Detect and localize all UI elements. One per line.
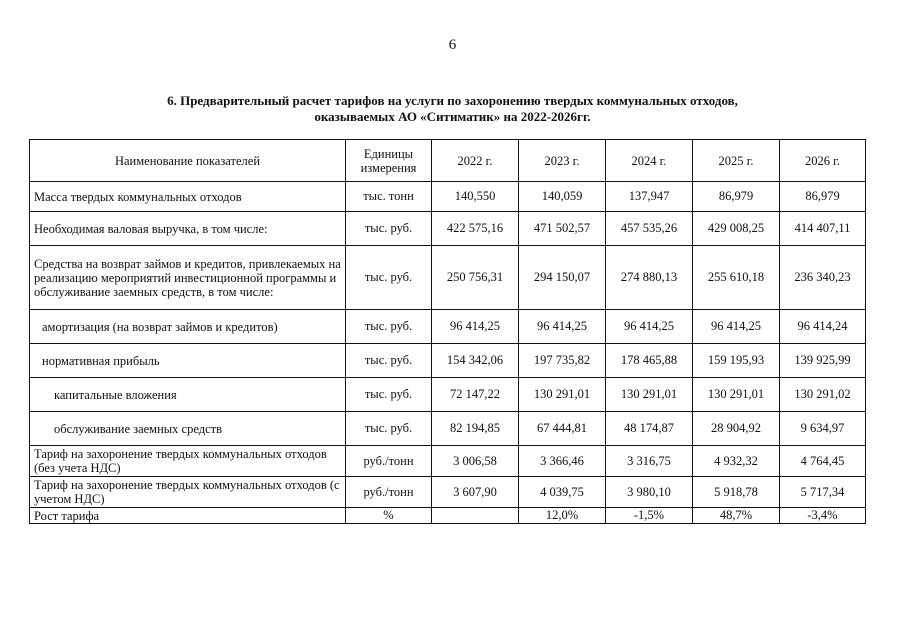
cell-2025: 86,979: [693, 182, 780, 212]
cell-2025: 159 195,93: [693, 344, 780, 378]
cell-2024: 137,947: [606, 182, 693, 212]
cell-2024: -1,5%: [606, 508, 693, 524]
table-row: [30, 344, 866, 378]
row-label: Необходимая валовая выручка, в том числе:: [30, 212, 346, 246]
cell-2024: 48 174,87: [606, 412, 693, 446]
header-year-2023: 2023 г.: [519, 140, 606, 182]
table-row: [30, 412, 866, 446]
cell-2023: 12,0%: [519, 508, 606, 524]
cell-2025: 429 008,25: [693, 212, 780, 246]
cell-2022: 3 607,90: [432, 477, 519, 508]
row-unit: руб./тонн: [346, 477, 432, 508]
cell-2026: 86,979: [780, 182, 866, 212]
header-year-2025: 2025 г.: [693, 140, 780, 182]
cell-2023: 4 039,75: [519, 477, 606, 508]
header-year-2022: 2022 г.: [432, 140, 519, 182]
cell-2025: 5 918,78: [693, 477, 780, 508]
cell-2023: 197 735,82: [519, 344, 606, 378]
header-unit: Единицы измерения: [346, 140, 432, 182]
cell-2023: 471 502,57: [519, 212, 606, 246]
cell-2024: 3 980,10: [606, 477, 693, 508]
table-row: [30, 378, 866, 412]
table-row: [30, 310, 866, 344]
row-unit: тыс. руб.: [346, 246, 432, 310]
cell-2024: 274 880,13: [606, 246, 693, 310]
header-year-2026: 2026 г.: [780, 140, 866, 182]
cell-2025: 4 932,32: [693, 446, 780, 477]
cell-2026: 130 291,02: [780, 378, 866, 412]
cell-2025: 96 414,25: [693, 310, 780, 344]
cell-2026: 96 414,24: [780, 310, 866, 344]
row-unit: тыс. тонн: [346, 182, 432, 212]
cell-2025: 28 904,92: [693, 412, 780, 446]
table-row: [30, 477, 866, 508]
cell-2023: 3 366,46: [519, 446, 606, 477]
row-unit: тыс. руб.: [346, 378, 432, 412]
table-row: [30, 212, 866, 246]
row-label: амортизация (на возврат займов и кредитов): [30, 310, 346, 344]
cell-2022: 154 342,06: [432, 344, 519, 378]
table-row: [30, 182, 866, 212]
cell-2026: 414 407,11: [780, 212, 866, 246]
cell-2026: 4 764,45: [780, 446, 866, 477]
row-unit: руб./тонн: [346, 446, 432, 477]
table-row: [30, 246, 866, 310]
row-label: капитальные вложения: [30, 378, 346, 412]
cell-2026: 236 340,23: [780, 246, 866, 310]
cell-2022: 250 756,31: [432, 246, 519, 310]
table-header-row: [30, 140, 866, 182]
header-name: Наименование показателей: [30, 140, 346, 182]
row-label: Рост тарифа: [30, 508, 346, 524]
cell-2022: 140,550: [432, 182, 519, 212]
cell-2026: 5 717,34: [780, 477, 866, 508]
table-row: [30, 446, 866, 477]
page-number: 6: [448, 37, 457, 53]
cell-2024: 96 414,25: [606, 310, 693, 344]
cell-2022: [432, 508, 519, 524]
row-unit: тыс. руб.: [346, 344, 432, 378]
cell-2026: 139 925,99: [780, 344, 866, 378]
cell-2026: -3,4%: [780, 508, 866, 524]
title-line-2: оказываемых АО «Ситиматик» на 2022-2026гг.: [314, 109, 591, 124]
row-label: Тариф на захоронение твердых коммунальных отходов (без учета НДС): [30, 446, 346, 477]
cell-2022: 3 006,58: [432, 446, 519, 477]
page-title: [0, 93, 905, 125]
tariff-table: [29, 139, 866, 524]
cell-2025: 130 291,01: [693, 378, 780, 412]
cell-2025: 255 610,18: [693, 246, 780, 310]
cell-2022: 72 147,22: [432, 378, 519, 412]
table-row: [30, 508, 866, 524]
cell-2023: 140,059: [519, 182, 606, 212]
cell-2023: 294 150,07: [519, 246, 606, 310]
cell-2023: 67 444,81: [519, 412, 606, 446]
cell-2022: 82 194,85: [432, 412, 519, 446]
row-unit: тыс. руб.: [346, 212, 432, 246]
cell-2022: 96 414,25: [432, 310, 519, 344]
title-line-1: 6. Предварительный расчет тарифов на услуги по захоронению твердых коммунальных отходов,: [167, 93, 738, 108]
row-unit: %: [346, 508, 432, 524]
row-label: нормативная прибыль: [30, 344, 346, 378]
row-label: Масса твердых коммунальных отходов: [30, 182, 346, 212]
cell-2024: 3 316,75: [606, 446, 693, 477]
cell-2024: 457 535,26: [606, 212, 693, 246]
row-unit: тыс. руб.: [346, 310, 432, 344]
cell-2022: 422 575,16: [432, 212, 519, 246]
cell-2024: 178 465,88: [606, 344, 693, 378]
row-unit: тыс. руб.: [346, 412, 432, 446]
cell-2025: 48,7%: [693, 508, 780, 524]
cell-2023: 96 414,25: [519, 310, 606, 344]
row-label: обслуживание заемных средств: [30, 412, 346, 446]
row-label: Средства на возврат займов и кредитов, привлекаемых на реализацию мероприятий инвестиционной программы и обслуживание заемных средств, в том числе:: [30, 246, 346, 310]
cell-2026: 9 634,97: [780, 412, 866, 446]
header-year-2024: 2024 г.: [606, 140, 693, 182]
row-label: Тариф на захоронение твердых коммунальных отходов (с учетом НДС): [30, 477, 346, 508]
cell-2024: 130 291,01: [606, 378, 693, 412]
cell-2023: 130 291,01: [519, 378, 606, 412]
